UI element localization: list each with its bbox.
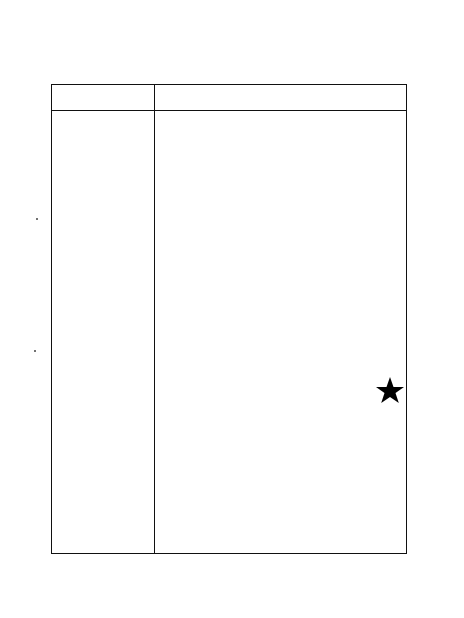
official-seal [352, 353, 428, 429]
header-conclusion-cell [155, 87, 406, 89]
identification-table [51, 84, 407, 554]
scan-speck [36, 218, 38, 220]
column-divider [154, 85, 155, 553]
header-item-cell [52, 87, 154, 89]
seal-star-icon [376, 377, 404, 403]
page-info [336, 76, 348, 83]
table-header [52, 85, 406, 111]
certificate-number [326, 52, 334, 60]
scan-speck [34, 350, 36, 352]
